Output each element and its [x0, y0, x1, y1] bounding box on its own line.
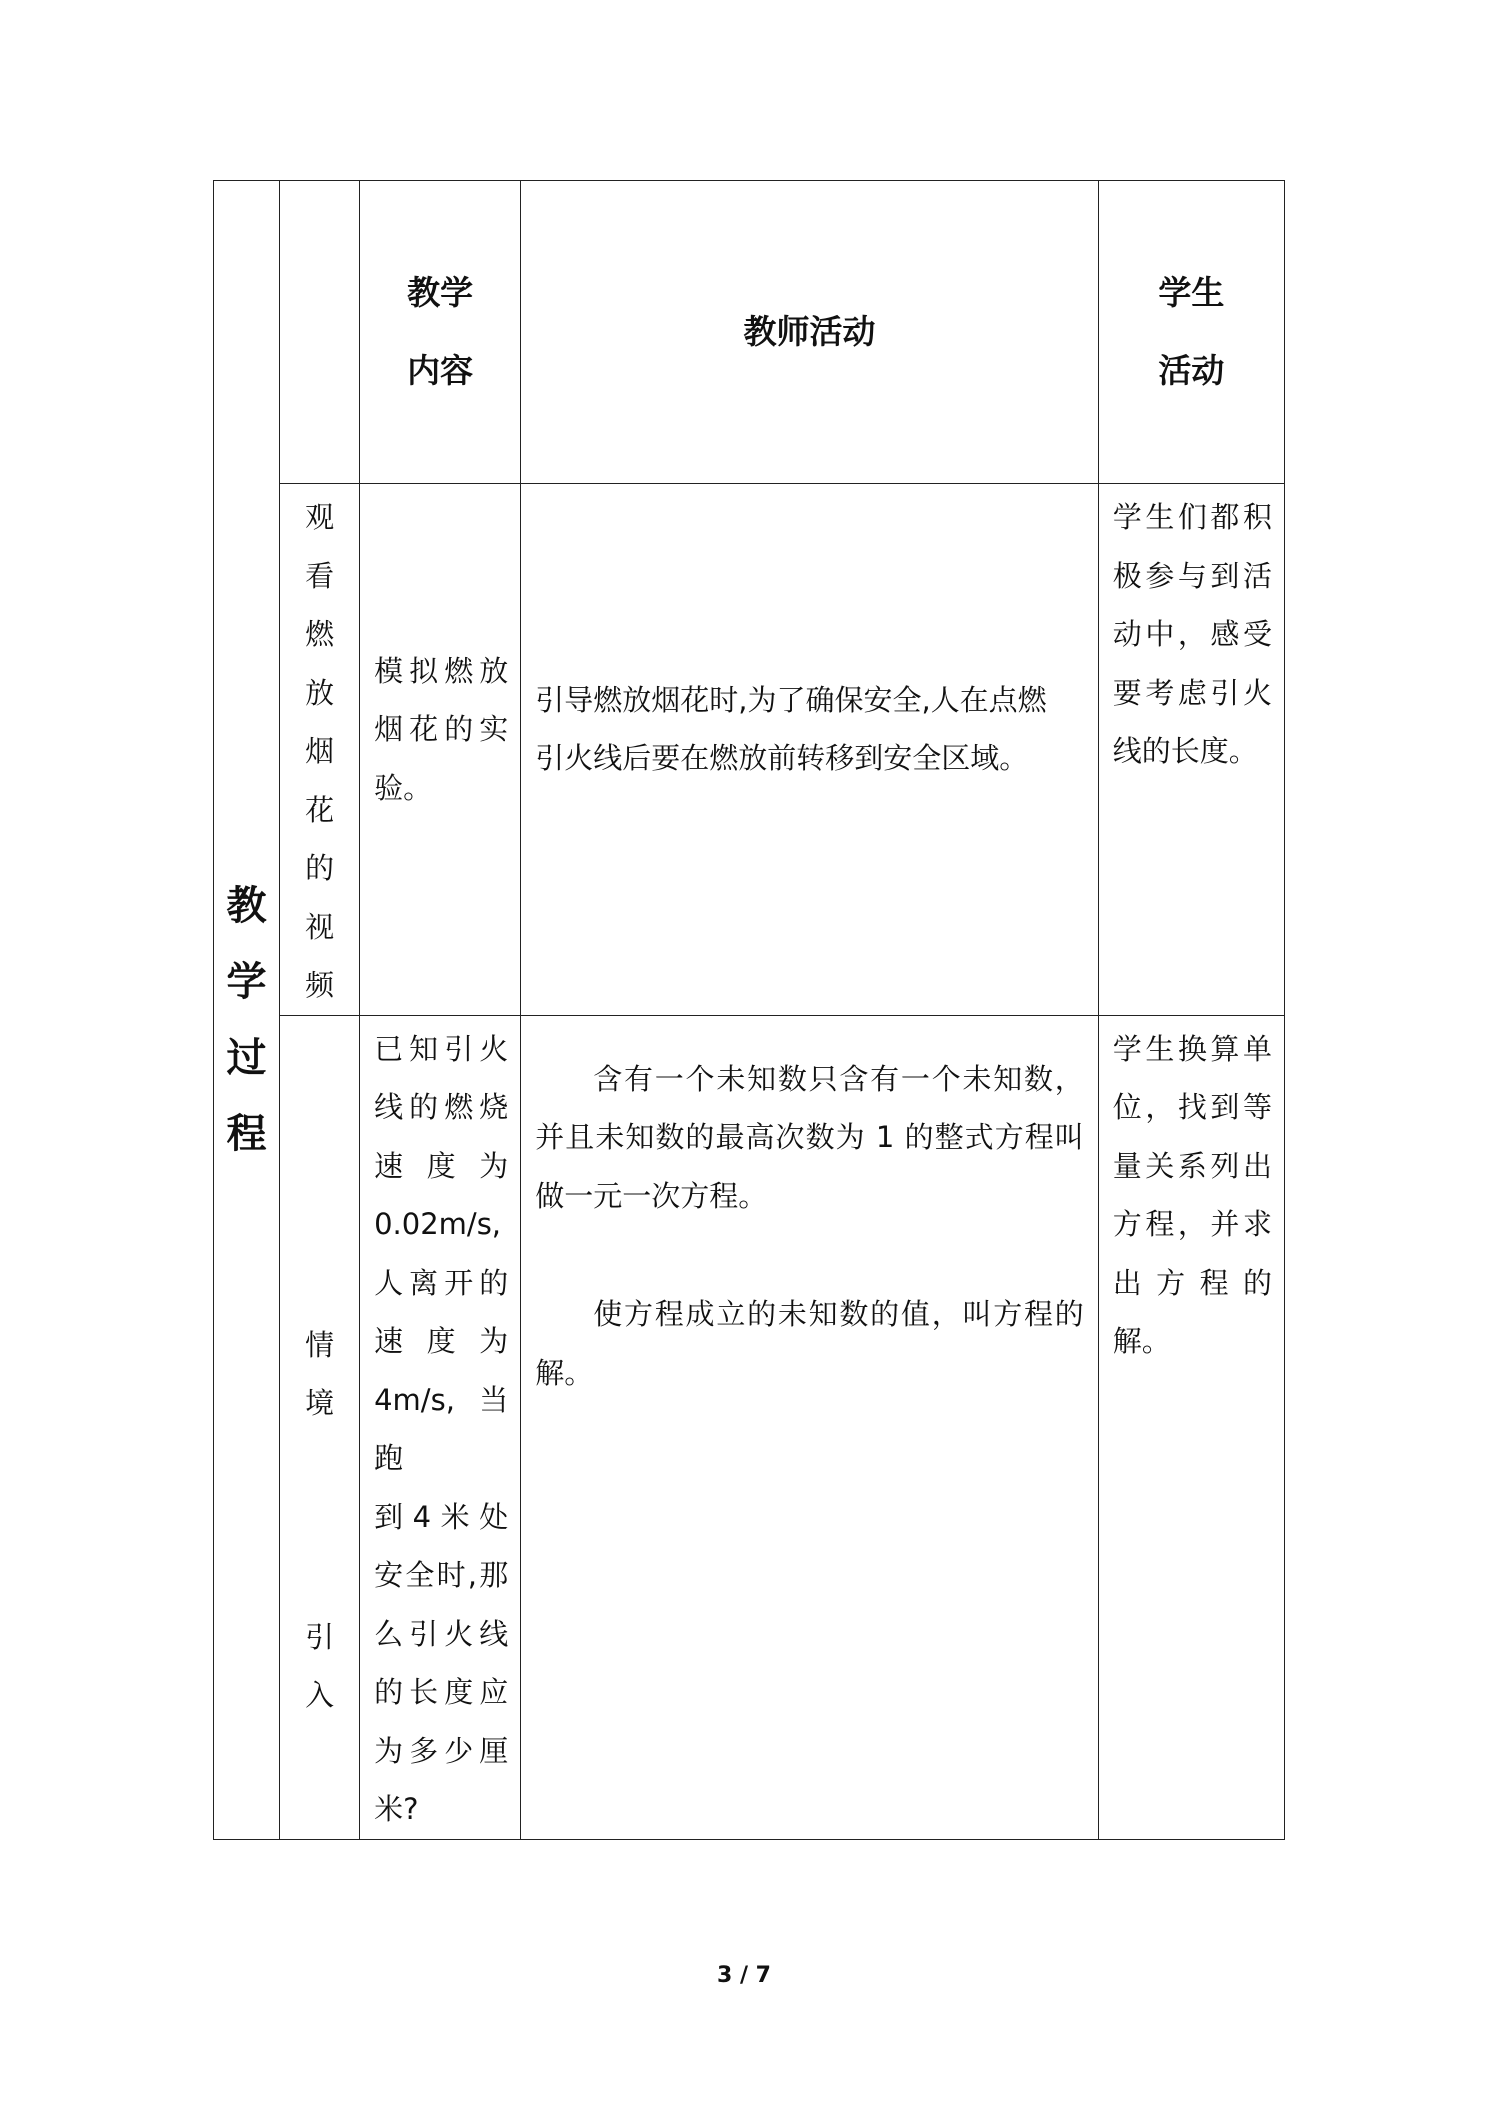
student-line: 位，找到等 — [1112, 1090, 1272, 1124]
lesson-plan-table — [213, 180, 1285, 1840]
stage-char: 烟 — [305, 734, 335, 768]
teacher-paragraph: 使方程成立的未知数的值，叫方程的解。 — [535, 1297, 1084, 1390]
row1-student-cell — [1098, 484, 1284, 1016]
student-line: 要考虑引火 — [1112, 675, 1272, 710]
stage-char: 看 — [305, 558, 335, 593]
stage-char: 引 — [305, 1619, 335, 1654]
stage-char: 放 — [305, 675, 335, 710]
student-line: 量关系列出 — [1112, 1148, 1272, 1183]
header-student-line: 学生 — [1158, 273, 1225, 312]
stage-char: 入 — [305, 1678, 335, 1712]
header-content-line: 内容 — [407, 351, 474, 390]
section-title-char: 过 — [226, 1034, 267, 1081]
stage-char: 花 — [305, 792, 335, 827]
header-student-cell — [1098, 181, 1284, 484]
content-line: 速度为 — [374, 1148, 509, 1183]
row1-teacher-cell — [521, 484, 1099, 1016]
content-line: 验。 — [374, 770, 433, 805]
section-title-cell — [214, 181, 280, 1840]
row2-stage-cell — [280, 1015, 360, 1839]
header-content-cell — [360, 181, 521, 484]
content-line: 模拟燃放 — [374, 653, 509, 688]
stage-char: 视 — [305, 909, 335, 944]
student-line: 学生们都积 — [1112, 500, 1272, 534]
student-line: 出方程的 — [1112, 1265, 1272, 1300]
teacher-line: 引导燃放烟花时,为了确保安全,人在点燃 — [535, 682, 1047, 717]
stage-char: 的 — [305, 851, 335, 885]
content-line: 4m/s,当跑 — [374, 1382, 509, 1475]
section-title-char: 程 — [226, 1110, 267, 1157]
content-line: 速度为 — [374, 1324, 509, 1358]
header-stage-cell — [280, 181, 360, 484]
content-line: 安全时,那 — [374, 1558, 509, 1592]
content-line: 为多少厘 — [374, 1733, 509, 1768]
section-title-char: 教 — [226, 882, 267, 929]
teacher-line: 引火线后要在燃放前转移到安全区域。 — [535, 741, 1029, 776]
stage-char: 燃 — [305, 617, 335, 651]
content-line: 么引火线 — [374, 1616, 509, 1651]
header-teacher-cell: 教师活动 — [521, 181, 1099, 484]
content-line: 烟花的实 — [374, 712, 509, 746]
content-line: 人离开的 — [374, 1265, 509, 1300]
page-number: 3 / 7 — [717, 1963, 771, 1988]
student-line: 学生换算单 — [1112, 1031, 1272, 1066]
student-line: 动中，感受 — [1112, 617, 1272, 651]
content-line: 到4米处 — [374, 1499, 509, 1534]
content-line: 已知引火 — [374, 1031, 509, 1066]
content-line: 0.02m/s, — [374, 1207, 502, 1241]
header-student-line: 活动 — [1158, 351, 1225, 390]
content-line: 米? — [374, 1792, 419, 1826]
row1-stage-cell — [280, 484, 360, 1016]
stage-char: 境 — [305, 1386, 335, 1420]
student-line: 线的长度。 — [1112, 734, 1258, 768]
stage-char: 情 — [305, 1327, 335, 1362]
content-line: 的长度应 — [374, 1675, 509, 1709]
row2-student-cell — [1098, 1015, 1284, 1839]
content-line: 线的燃烧 — [374, 1090, 509, 1124]
teacher-paragraph: 含有一个未知数只含有一个未知数，并且未知数的最高次数为 1 的整式方程叫做一元一次方程。 — [535, 1061, 1084, 1213]
row1-content-cell — [360, 484, 521, 1016]
section-title-char: 学 — [226, 958, 267, 1005]
student-line: 解。 — [1112, 1324, 1171, 1358]
row2-teacher-cell — [521, 1015, 1099, 1839]
student-line: 极参与到活 — [1112, 558, 1272, 593]
stage-char: 频 — [305, 968, 335, 1002]
row2-content-cell — [360, 1015, 521, 1839]
student-line: 方程，并求 — [1112, 1207, 1272, 1241]
stage-char: 观 — [305, 500, 335, 534]
header-content-line: 教学 — [407, 273, 474, 312]
